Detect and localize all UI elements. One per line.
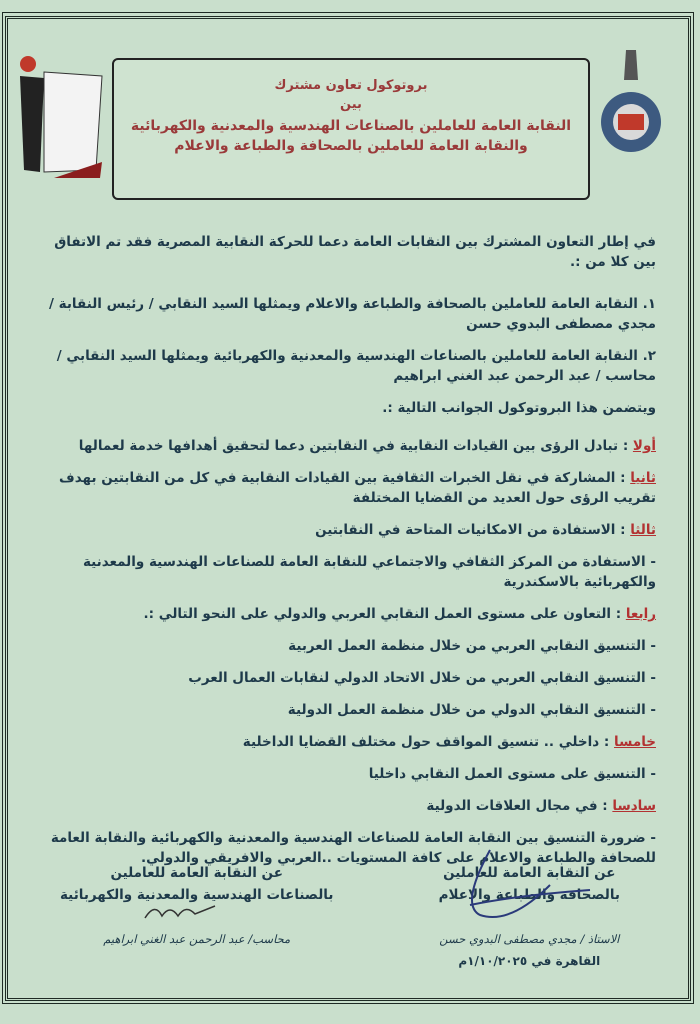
- section-item: [40, 796, 656, 816]
- section-item: [40, 732, 656, 752]
- handwritten-signature-right: [430, 845, 600, 935]
- section-item: [40, 636, 656, 656]
- section-heading: ثالثا: [630, 522, 656, 538]
- section-text: - ضرورة التنسيق بين النقابة العامة للصناعات الهندسية والمعدنية والكهربائية والنقابة العامة للصحافة والطباعة والاعلام على كافة المستويات ..العربي والافريقي والدولي.: [50, 830, 656, 866]
- party-item-1: ١. النقابة العامة للعاملين بالصحافة والطباعة والاعلام ويمثلها السيد النقابي / رئيس النقابة / مجدي مصطفى البدوي حسن: [49, 296, 656, 332]
- signature-left-org: عن النقابة العامة للعاملين: [110, 865, 283, 881]
- section-text: - التنسيق النقابي العربي من خلال الاتحاد الدولي لنقابات العمال العرب: [188, 670, 656, 686]
- signature-right-org2: بالصحافة والطباعة والاعلام: [438, 887, 620, 903]
- section-heading: خامسا: [614, 734, 656, 750]
- section-item: [40, 668, 656, 688]
- section-text: : في مجال العلاقات الدولية: [426, 798, 608, 814]
- title-banner: [112, 58, 590, 200]
- section-text: - التنسيق النقابي العربي من خلال منظمة العمل العربية: [288, 638, 656, 654]
- signature-right-org: عن النقابة العامة للعاملين: [443, 865, 616, 881]
- section-item: [40, 520, 656, 540]
- section-text: - التنسيق النقابي الدولي من خلال منظمة العمل الدولية: [287, 702, 656, 718]
- signature-date: القاهرة في ١/١٠/٢٠٢٥م: [458, 954, 601, 968]
- signature-left-org2: بالصناعات الهندسية والمعدنية والكهربائية: [60, 887, 334, 903]
- party1-title: النقابة العامة للعاملين بالصناعات الهندسية والمعدنية والكهربائية: [130, 118, 572, 134]
- section-item: [40, 552, 656, 592]
- party-item-2: ٢. النقابة العامة للعاملين بالصناعات الهندسية والمعدنية والكهربائية ويمثلها السيد النقابي / محاسب / عبد الرحمن عبد الغني ابراهيم: [56, 348, 656, 384]
- includes-line: ويتضمن هذا البروتوكول الجوانب التالية :.: [382, 400, 656, 416]
- signature-left-name: محاسب/ عبد الرحمن عبد الغني ابراهيم: [103, 932, 291, 946]
- party2-title: والنقابة العامة للعاملين بالصحافة والطباعة والاعلام: [174, 138, 528, 154]
- document-body: [40, 232, 656, 880]
- section-item: [40, 604, 656, 624]
- section-text: - الاستفادة من المركز الثقافي والاجتماعي للنقابة العامة للصناعات الهندسية والمعدنية والكهربائية بالاسكندرية: [82, 554, 656, 590]
- between-label: بين: [340, 97, 362, 112]
- handwritten-signature-left: [140, 900, 220, 924]
- section-text: : داخلي .. تنسيق المواقف حول مختلف القضايا الداخلية: [242, 734, 610, 750]
- section-text: : المشاركة في نقل الخبرات الثقافية بين القيادات النقابية في كل من النقابتين بهدف تقريب الرؤى حول العديد من القضايا المختلفة: [59, 470, 656, 506]
- section-text: - التنسيق على مستوى العمل النقابي داخليا: [368, 766, 656, 782]
- signature-right-name: الاستاذ / مجدي مصطفى البدوي حسن: [439, 932, 620, 946]
- section-text: : تبادل الرؤى بين القيادات النقابية في النقابتين دعما لتحقيق أهدافها خدمة لعمالها: [78, 438, 629, 454]
- engineering-union-logo: [596, 40, 666, 170]
- protocol-title: بروتوكول تعاون مشترك: [274, 78, 428, 93]
- section-heading: أولا: [632, 438, 656, 454]
- section-text: : التعاون على مستوى العمل النقابي العربي والدولي على النحو التالي :.: [143, 606, 622, 622]
- section-item: [40, 764, 656, 784]
- section-text: : الاستفادة من الامكانيات المتاحة في النقابتين: [315, 522, 626, 538]
- section-heading: سادسا: [612, 798, 656, 814]
- section-item: [40, 436, 656, 456]
- section-item: [40, 468, 656, 508]
- section-item: [40, 700, 656, 720]
- section-heading: رابعا: [625, 606, 656, 622]
- section-heading: ثانيا: [630, 470, 656, 486]
- press-union-logo: [14, 52, 106, 182]
- intro-paragraph: في إطار التعاون المشترك بين النقابات العامة دعما للحركة النقابية المصرية فقد تم الاتفاق بين كلا من :.: [54, 234, 656, 270]
